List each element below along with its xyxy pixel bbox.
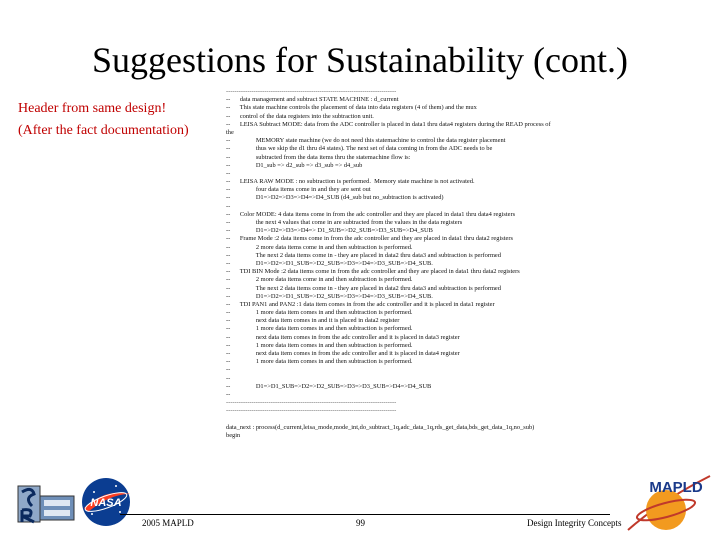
code-line: -- 1 more data item comes in and then subtraction is performed. — [226, 341, 413, 349]
code-line: -- 1 more data item comes in and then subtraction is performed. — [226, 325, 413, 333]
code-line: -- MEMORY state machine (we do not need this statemachine to control the data register placement — [226, 137, 506, 145]
code-line: -- — [226, 374, 231, 382]
code-line: -- TDI PAN1 and PAN2 :1 data item comes in from the adc controller and it is placed in data1 register — [226, 300, 495, 308]
code-line: -- next data item comes in from the adc controller and it is placed in data3 register — [226, 333, 460, 341]
code-line: -------------------------------------------------------------------------------- — [226, 88, 397, 95]
code-line: -- — [226, 390, 231, 398]
code-line: -- subtracted from the data items thru the statemachine flow is: — [226, 153, 411, 161]
code-line: -- data management and subtract STATE MACHINE : d_current — [226, 96, 399, 104]
code-line: -------------------------------------------------------------------------------- — [226, 407, 397, 415]
code-line: -------------------------------------------------------------------------------- — [226, 399, 397, 407]
code-line: -- D1=>D2=>D1_SUB=>D2_SUB=>D3=>D4=>D3_SUB=>D4_SUB. — [226, 292, 433, 300]
code-line: -- D1_sub => d2_sub => d3_sub => d4_sub — [226, 161, 363, 169]
code-line: -- 2 more data items come in and then subtraction is performed. — [226, 243, 413, 251]
code-line: -- D1=>D1_SUB=>D2=>D2_SUB=>D3=>D3_SUB=>D4=>D4_SUB — [226, 382, 432, 390]
code-line: data_next : process(d_current,leisa_mode,mode_int,do_subtract_1q,adc_data_1q,rds_get_data,bds_get_data_1q,no_sub) — [226, 423, 535, 431]
code-line: -- — [226, 366, 231, 374]
slide-title: Suggestions for Sustainability (cont.) — [92, 40, 628, 80]
code-line: -- The next 2 data items come in - they are placed in data2 thru data3 and subtraction is performed — [226, 251, 501, 259]
code-line: -- — [226, 169, 231, 177]
code-line: begin — [226, 431, 241, 439]
footer-page-number: 99 — [356, 518, 365, 528]
code-line: -- This state machine controls the placement of data into data registers (4 of them) and the mux — [226, 104, 477, 112]
code-line: -- — [226, 202, 231, 210]
mapld-logo-icon — [622, 470, 714, 536]
code-line: -- D1=>D2=>D3=>D4=>D4_SUB (d4_sub but no_subtraction is activated) — [226, 194, 444, 202]
code-line: -- Frame Mode :2 data items come in from the adc controller and they are placed in data1 thru data2 registers — [226, 235, 513, 243]
code-line: the — [226, 128, 234, 136]
svg-text:NASA: NASA — [90, 497, 122, 509]
code-line: -- the next 4 values that come in are subtracted from the values in the data registers — [226, 219, 463, 226]
code-line: -- 2 more data items come in and then subtraction is performed. — [226, 276, 413, 284]
note-line-2: (After the fact documentation) — [18, 123, 189, 138]
code-line: -- D1=>D2=>D3=>D4=> D1_SUB=>D2_SUB=>D3_SUB=>D4_SUB — [226, 227, 433, 235]
red-note — [18, 98, 189, 142]
code-line: -- D1=>D2=>D1_SUB=>D2_SUB=>D3=>D4=>D3_SUB=>D4_SUB. — [226, 259, 433, 267]
code-line: -- The next 2 data items come in - they are placed in data2 thru data3 and subtraction is performed — [226, 284, 501, 292]
code-line: -- next data item comes in and it is placed in data2 register — [226, 317, 400, 325]
code-line — [226, 416, 471, 424]
footer-divider — [120, 514, 610, 515]
code-line: -- 1 more data item comes in and then subtraction is performed. — [226, 309, 413, 317]
code-line: -- four data items come in and they are sent out — [226, 186, 371, 194]
code-screenshot — [226, 88, 551, 483]
note-line-1: Header from same design! — [18, 101, 167, 116]
code-line: -- TDI BIN Mode :2 data items come in from the adc controller and they are placed in data1 thru data2 registers — [226, 268, 520, 276]
code-line: -- thus we skip the d1 thru d4 states). The next set of data coming in from the ADC needs to be — [226, 145, 493, 153]
code-line: -- 1 more data item comes in and then subtraction is performed. — [226, 358, 413, 366]
code-line: -- next data item comes in from the adc controller and it is placed in data4 register — [226, 350, 460, 357]
nasa-logo-icon — [80, 474, 132, 530]
footer-left-text: 2005 MAPLD — [142, 518, 194, 528]
sr-logo-icon — [18, 478, 76, 528]
code-line: -- Color MODE: 4 data items come in from the adc controller and they are placed in data1 thru data4 registers — [226, 210, 516, 218]
footer-right-text: Design Integrity Concepts — [527, 518, 622, 528]
code-line: -- control of the data registers into the subtraction unit. — [226, 112, 374, 120]
code-line: -- LEISA RAW MODE : no subtraction is performed. Memory state machine is not activated. — [226, 178, 475, 186]
code-line: -- LEISA Subtract MODE: data from the ADC controller is placed in data1 thru data4 registers during the READ process of — [226, 120, 551, 128]
svg-text:MAPLD: MAPLD — [649, 479, 703, 496]
